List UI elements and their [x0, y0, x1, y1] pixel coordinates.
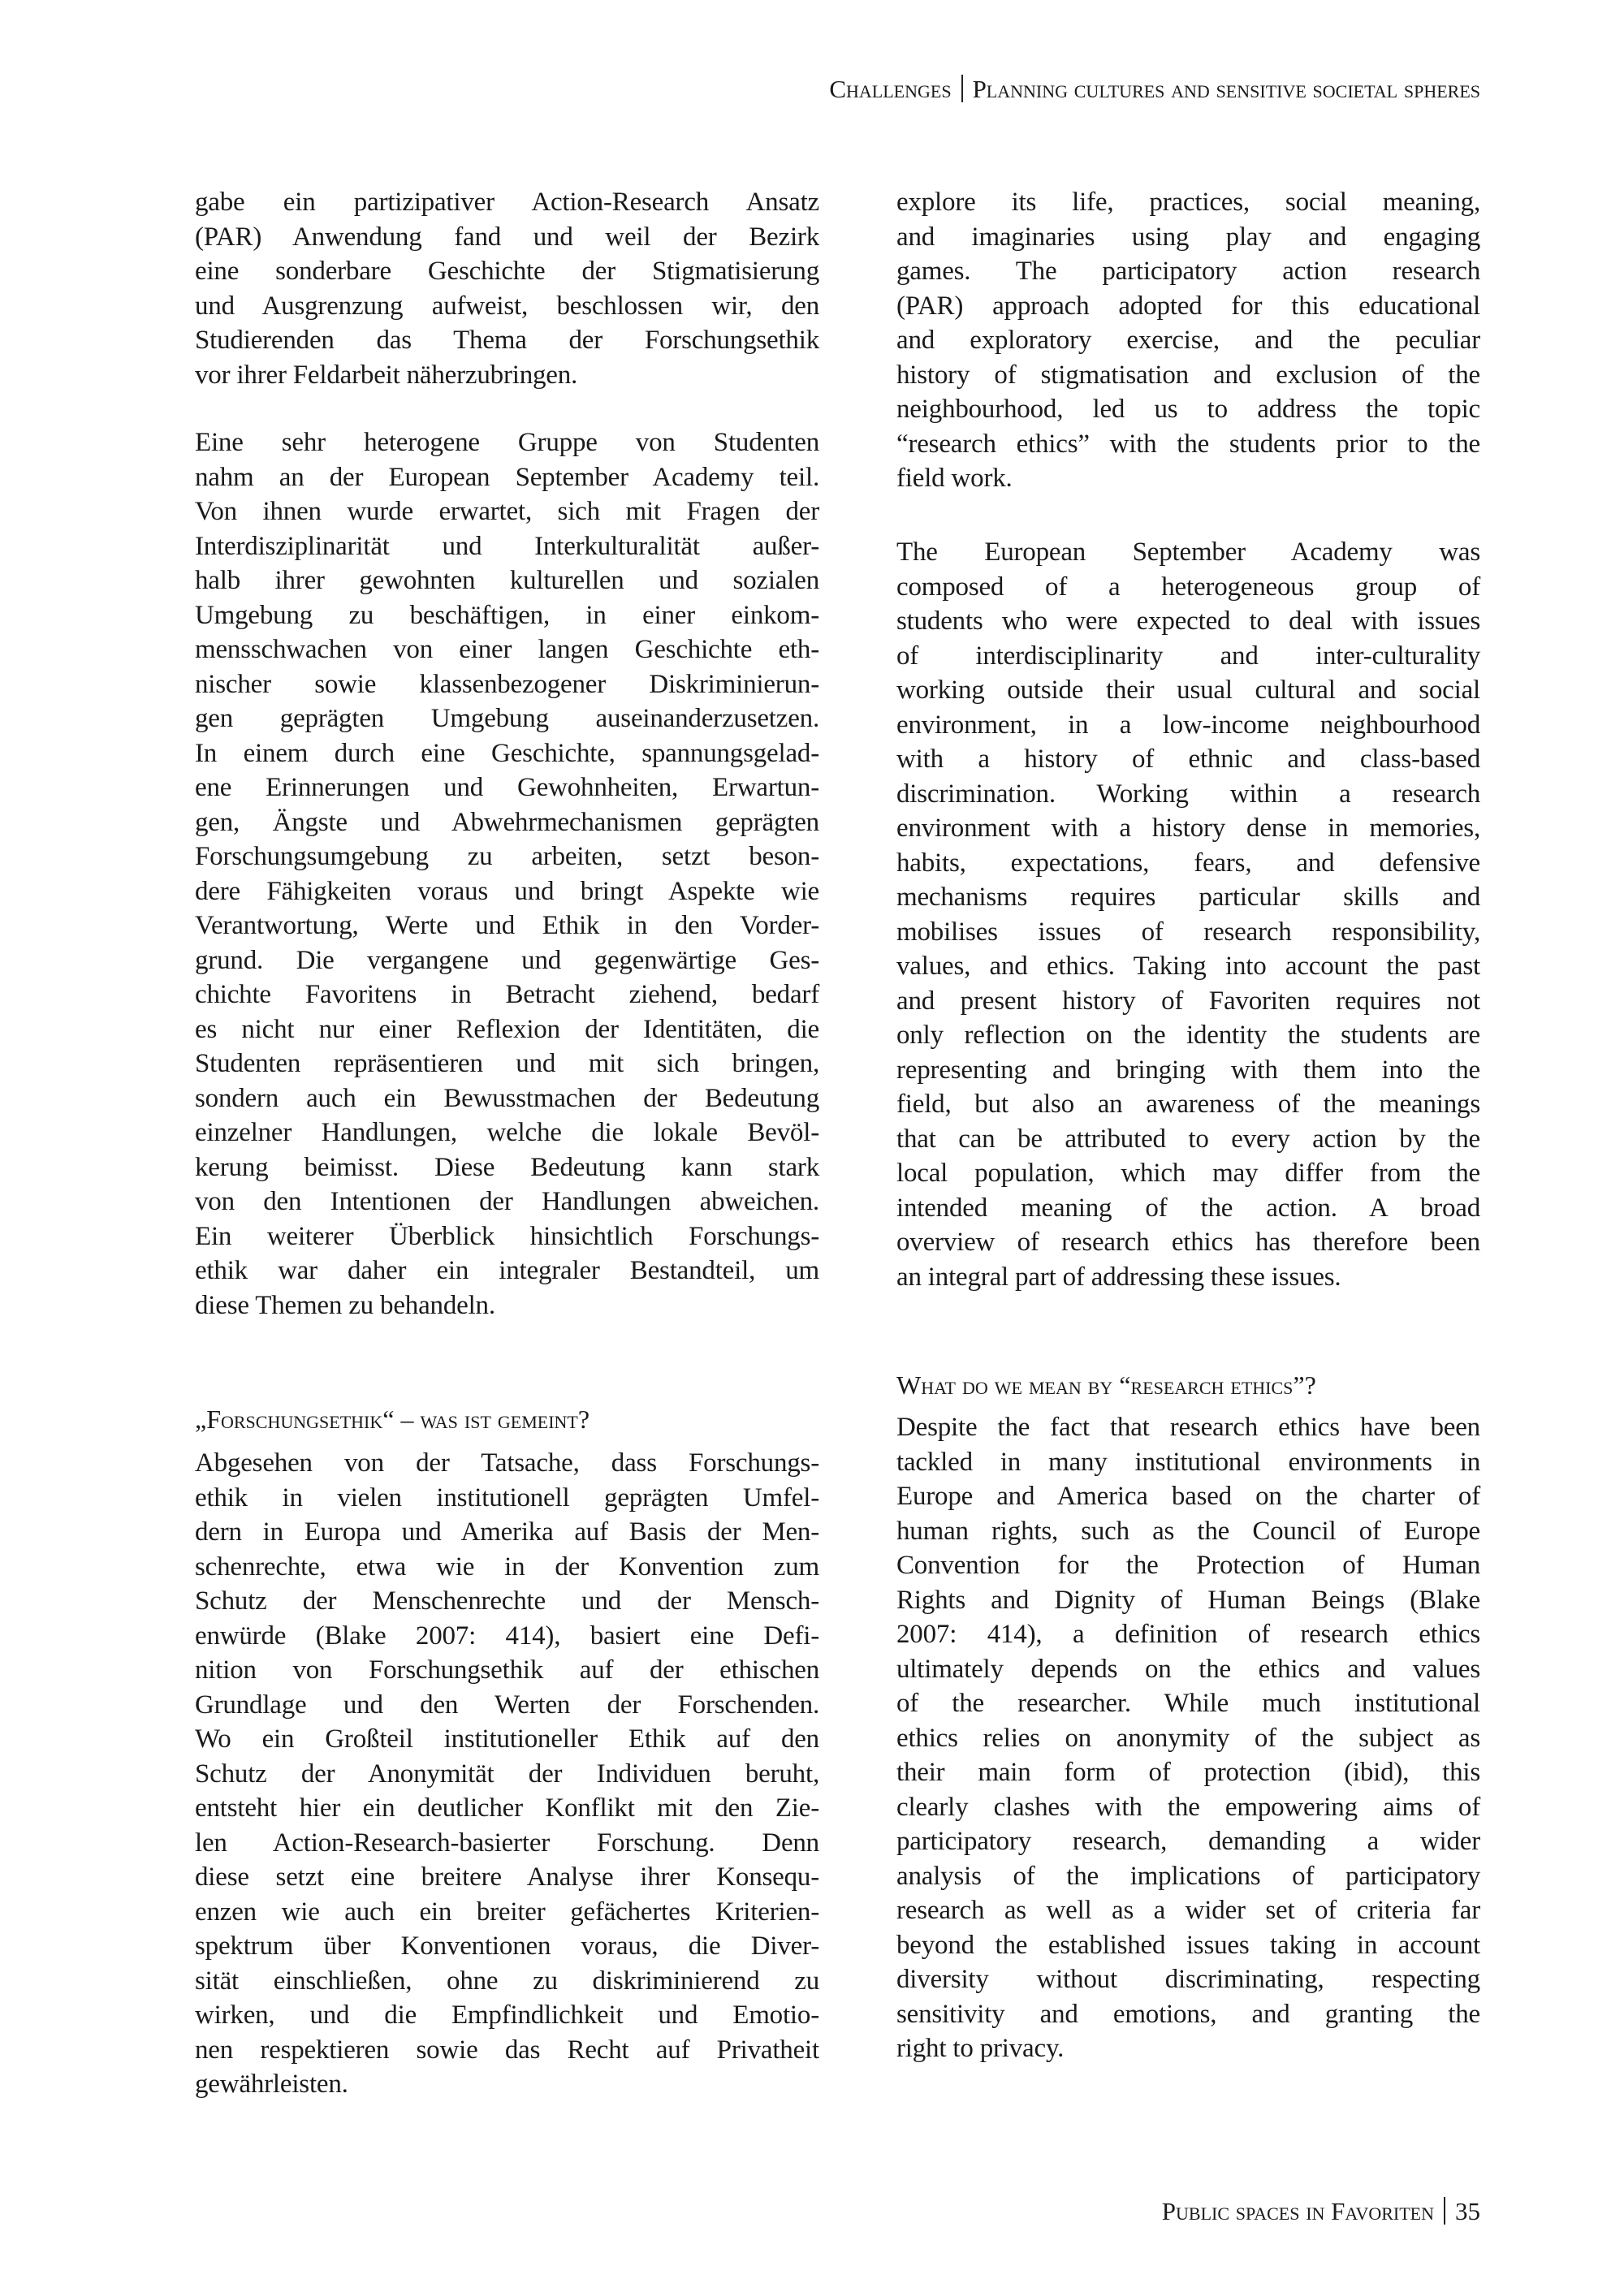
text-line: The European September Academy was [896, 537, 1480, 567]
text-line: es nicht nur einer Reflexion der Identitäten, die [195, 1014, 819, 1044]
footer-divider [1444, 2197, 1445, 2225]
right-paragraph-2 [896, 535, 1480, 1294]
text-line: und Ausgrenzung aufweist, beschlossen wir, den [195, 291, 819, 321]
text-line: spektrum über Konventionen voraus, die Diver- [195, 1931, 819, 1961]
text-line: field work. [896, 464, 1013, 493]
text-line: (PAR) Anwendung fand und weil der Bezirk [195, 222, 819, 252]
text-line: von den Intentionen der Handlungen abweichen. [195, 1187, 819, 1216]
text-line: einzelner Handlungen, welche die lokale Bevöl- [195, 1118, 819, 1147]
text-line: nischer sowie klassenbezogener Diskriminierun- [195, 669, 819, 699]
text-line: Grundlage und den Werten der Forschenden. [195, 1690, 819, 1720]
text-line: environment, in a low-income neighbourhood [896, 710, 1480, 740]
text-line: eine sonderbare Geschichte der Stigmatisierung [195, 257, 819, 286]
left-paragraph-2 [195, 425, 819, 1323]
text-line: dern in Europa und Amerika auf Basis der Men- [195, 1517, 819, 1547]
text-line: Europe and America based on the charter of [896, 1482, 1480, 1511]
text-line: Despite the fact that research ethics have been [896, 1413, 1480, 1442]
text-line: beyond the established issues taking in account [896, 1930, 1480, 1960]
text-line: tackled in many institutional environments in [896, 1447, 1480, 1477]
header-title: Planning cultures and sensitive societal spheres [972, 75, 1480, 103]
text-line: of interdisciplinarity and inter-culturality [896, 641, 1480, 671]
text-line: Abgesehen von der Tatsache, dass Forschungs- [195, 1448, 819, 1478]
text-line: and present history of Favoriten requires not [896, 986, 1480, 1016]
text-line: research as well as a wider set of criteria far [896, 1896, 1480, 1925]
text-line: nahm an der European September Academy teil. [195, 462, 819, 492]
text-line: ethics relies on anonymity of the subject as [896, 1723, 1480, 1753]
text-line: chichte Favoritens in Betracht ziehend, bedarf [195, 980, 819, 1009]
text-line: discrimination. Working within a research [896, 779, 1480, 809]
text-line: “research ethics” with the students prior to the [896, 429, 1480, 459]
text-line: environment with a history dense in memories, [896, 814, 1480, 843]
text-line: nition von Forschungsethik auf der ethischen [195, 1655, 819, 1685]
text-line: history of stigmatisation and exclusion of the [896, 360, 1480, 390]
text-line: ultimately depends on the ethics and values [896, 1654, 1480, 1684]
text-line: gen, Ängste und Abwehrmechanismen geprägten [195, 807, 819, 837]
text-line: dere Fähigkeiten voraus und bringt Aspekte wie [195, 876, 819, 906]
text-line: grund. Die vergangene und gegenwärtige Ges- [195, 945, 819, 975]
text-line: and exploratory exercise, and the peculiar [896, 326, 1480, 355]
text-line: intended meaning of the action. A broad [896, 1193, 1480, 1223]
running-header [829, 75, 1480, 104]
text-line: schenrechte, etwa wie in der Konvention zum [195, 1552, 819, 1582]
text-line: ethik in vielen institutionell geprägten Umfel- [195, 1482, 819, 1513]
text-line: sität einschließen, ohne zu diskriminierend zu [195, 1966, 819, 1996]
text-line: vor ihrer Feldarbeit näherzubringen. [195, 360, 578, 390]
text-line: sondern auch ein Bewusstmachen der Bedeutung [195, 1083, 819, 1113]
text-line: overview of research ethics has therefore been [896, 1228, 1480, 1257]
text-line: entsteht hier ein deutlicher Konflikt mit den Zie- [195, 1793, 819, 1823]
text-line: Convention for the Protection of Human [896, 1551, 1480, 1580]
text-line: Schutz der Menschenrechte und der Mensch- [195, 1586, 819, 1616]
text-line: mobilises issues of research responsibility, [896, 917, 1480, 947]
text-line: enzen wie auch ein breiter gefächertes Kriterien- [195, 1897, 819, 1927]
text-line: kerung beimisst. Diese Bedeutung kann stark [195, 1152, 819, 1182]
header-divider [961, 75, 963, 102]
text-line: mensschwachen von einer langen Geschichte eth- [195, 635, 819, 664]
text-line: diese setzt eine breitere Analyse ihrer Konsequ- [195, 1862, 819, 1892]
text-line: Verantwortung, Werte und Ethik in den Vorder- [195, 911, 819, 940]
text-line: Eine sehr heterogene Gruppe von Studenten [195, 428, 819, 457]
text-line: composed of a heterogeneous group of [896, 572, 1480, 602]
text-line: explore its life, practices, social meaning, [896, 188, 1480, 217]
text-line: that can be attributed to every action by the [896, 1124, 1480, 1154]
text-line: values, and ethics. Taking into account the past [896, 952, 1480, 981]
text-line: sensitivity and emotions, and granting the [896, 1999, 1480, 2029]
text-line: participatory research, demanding a wider [896, 1827, 1480, 1856]
running-footer [1162, 2197, 1480, 2226]
text-line: clearly clashes with the empowering aims of [896, 1792, 1480, 1822]
text-line: In einem durch eine Geschichte, spannungsgelad- [195, 738, 819, 768]
right-paragraph-1 [896, 185, 1480, 496]
left-paragraph-1 [195, 185, 819, 392]
text-line: analysis of the implications of participatory [896, 1861, 1480, 1891]
text-line: human rights, such as the Council of Europe [896, 1516, 1480, 1546]
left-paragraph-3 [195, 1446, 819, 2102]
left-section-heading: „Forschungsethik“ – was ist gemeint? [195, 1405, 590, 1434]
header-section: Challenges [829, 75, 952, 103]
text-line: neighbourhood, led us to address the topic [896, 395, 1480, 424]
text-line: nen respektieren sowie das Recht auf Privatheit [195, 2035, 819, 2065]
text-line: diversity without discriminating, respecting [896, 1965, 1480, 1994]
text-line: students who were expected to deal with issues [896, 606, 1480, 636]
text-line: with a history of ethnic and class-based [896, 744, 1480, 774]
text-line: Umgebung zu beschäftigen, in einer einkom- [195, 600, 819, 630]
page-number: 35 [1455, 2197, 1480, 2225]
text-line: ethik war daher ein integraler Bestandteil, um [195, 1256, 819, 1285]
text-line: Schutz der Anonymität der Individuen beruht, [195, 1759, 819, 1789]
footer-title: Public spaces in Favoriten [1161, 2197, 1434, 2225]
right-paragraph-3 [896, 1410, 1480, 2066]
text-line: enwürde (Blake 2007: 414), basiert eine Defi- [195, 1621, 819, 1651]
text-line: gen geprägten Umgebung auseinanderzusetzen. [195, 704, 819, 733]
text-line: 2007: 414), a definition of research ethics [896, 1620, 1480, 1649]
text-line: Von ihnen wurde erwartet, sich mit Fragen der [195, 497, 819, 526]
text-line: diese Themen zu behandeln. [195, 1290, 495, 1320]
text-line: ene Erinnerungen und Gewohnheiten, Erwartun- [195, 773, 819, 802]
text-line: habits, expectations, fears, and defensive [896, 848, 1480, 878]
text-line: wirken, und die Empfindlichkeit und Emotio- [195, 2000, 819, 2030]
text-line: their main form of protection (ibid), this [896, 1758, 1480, 1787]
text-line: games. The participatory action research [896, 257, 1480, 286]
text-line: halb ihrer gewohnten kulturellen und sozialen [195, 566, 819, 595]
text-line: of the researcher. While much institutional [896, 1689, 1480, 1718]
text-line: field, but also an awareness of the meanings [896, 1090, 1480, 1119]
text-line: local population, which may differ from the [896, 1159, 1480, 1188]
text-line: Studenten repräsentieren und mit sich bringen, [195, 1049, 819, 1078]
text-line: (PAR) approach adopted for this educational [896, 291, 1480, 321]
text-line: right to privacy. [896, 2034, 1065, 2063]
text-line: representing and bringing with them into the [896, 1055, 1480, 1085]
text-line: Interdisziplinarität und Interkulturalität außer- [195, 531, 819, 561]
text-line: len Action-Research-basierter Forschung. Denn [195, 1828, 819, 1858]
text-line: working outside their usual cultural and social [896, 675, 1480, 705]
text-line: only reflection on the identity the students are [896, 1021, 1480, 1050]
text-line: Wo ein Großteil institutioneller Ethik auf den [195, 1724, 819, 1754]
text-line: Studierenden das Thema der Forschungsethik [195, 326, 819, 355]
text-line: an integral part of addressing these issues. [896, 1262, 1341, 1292]
text-line: Ein weiterer Überblick hinsichtlich Forschungs- [195, 1221, 819, 1251]
text-line: gewährleisten. [195, 2069, 348, 2099]
text-line: gabe ein partizipativer Action-Research Ansatz [195, 188, 819, 217]
text-line: mechanisms requires particular skills and [896, 883, 1480, 912]
right-section-heading: What do we mean by “research ethics”? [896, 1370, 1316, 1400]
text-line: Forschungsumgebung zu arbeiten, setzt beson- [195, 842, 819, 871]
text-line: and imaginaries using play and engaging [896, 222, 1480, 252]
text-line: Rights and Dignity of Human Beings (Blake [896, 1585, 1480, 1615]
